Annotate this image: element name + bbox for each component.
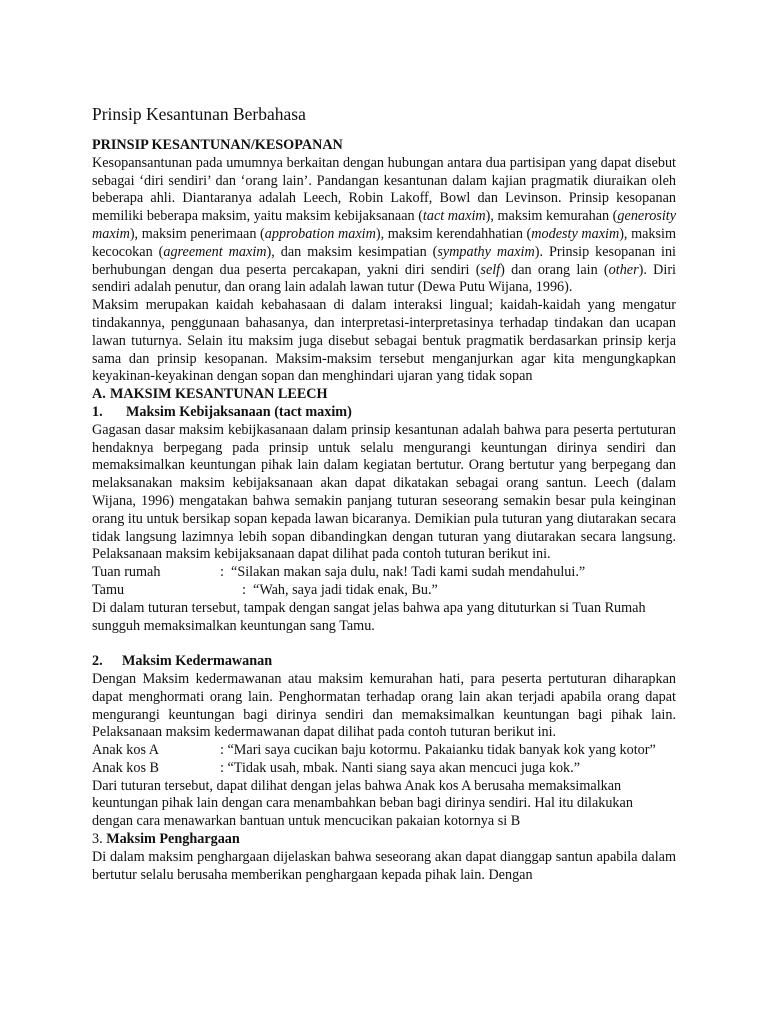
generosity-conclusion: Dari tuturan tersebut, dapat dilihat dengan jelas bahwa Anak kos A berusaha memaksimalkan keuntungan pihak lain dengan cara menambahkan beban bagi dirinya sendiri. Hal itu dilakukan dengan cara menawarkan bantuan untuk mencucikan pakaian kotornya si B bbox=[92, 777, 633, 830]
text-run: Kesopansantunan pada umumnya berkaitan dengan hubungan antara dua partisipan yang dapat disebut sebagai ‘diri sendiri’ dan ‘orang lain’. Pandangan kesantunan dalam kajian pragmatik diuraikan oleh beberapa ahli. Diantaranya adalah Leech, Robin Lakoff, Bowl dan Levinson. Prinsip kesopanan memiliki beberapa maksim, yaitu maksim kebijaksanaan ( bbox=[92, 154, 676, 225]
approbation-number: 3. bbox=[92, 831, 103, 848]
dialogue-separator: : bbox=[220, 564, 232, 581]
section-heading: PRINSIP KESANTUNAN/KESOPANAN bbox=[92, 137, 343, 153]
dialogue-speaker: Tuan rumah bbox=[92, 564, 161, 581]
text-run: ) dan orang lain ( bbox=[500, 261, 609, 278]
dialogue-separator: : bbox=[242, 581, 254, 598]
dialogue-utterance: “Wah, saya jadi tidak enak, Bu.” bbox=[253, 581, 438, 598]
italic-term: approbation maxim bbox=[264, 225, 376, 242]
approbation-heading bbox=[92, 831, 676, 849]
italic-term: other bbox=[608, 261, 639, 278]
text-run: ). Diri sendiri adalah penutur, dan orang lain adalah lawan tutur (Dewa Putu Wijana, 1996). bbox=[92, 261, 676, 296]
dialogue-line bbox=[92, 582, 676, 600]
dialogue-utterance: “Mari saya cucikan baju kotormu. Pakaianku tidak banyak kok yang kotor” bbox=[227, 742, 656, 759]
text-run: ), maksim kemurahan ( bbox=[485, 208, 618, 225]
dialogue-speaker: Anak kos A bbox=[92, 742, 159, 759]
leech-heading-text: MAKSIM KESANTUNAN LEECH bbox=[110, 386, 328, 403]
generosity-heading bbox=[92, 653, 676, 671]
text-run: ), maksim penerimaan ( bbox=[129, 225, 265, 242]
approbation-heading-text: Maksim Penghargaan bbox=[106, 831, 240, 848]
text-run: ), maksim kerendahhatian ( bbox=[375, 225, 532, 242]
approbation-paragraph: Di dalam maksim penghargaan dijelaskan bahwa seseorang akan dapat dianggap santun apabila dalam bertutur selalu berusaha memberikan penghargaan kepada pihak lain. Dengan bbox=[92, 848, 676, 883]
italic-term: tact maxim bbox=[422, 208, 486, 225]
leech-number: A. bbox=[92, 386, 106, 403]
text-run: ), maksim kecocokan ( bbox=[92, 225, 677, 260]
italic-term: modesty maxim bbox=[531, 225, 620, 242]
italic-term: generosity maxim bbox=[92, 208, 676, 242]
italic-term: self bbox=[480, 261, 501, 278]
leech-heading bbox=[92, 386, 676, 404]
tact-number: 1. bbox=[92, 403, 103, 420]
generosity-heading-text: Maksim Kedermawanan bbox=[122, 653, 273, 670]
dialogue-line bbox=[92, 564, 676, 582]
document-body bbox=[92, 137, 676, 884]
document-title: Prinsip Kesantunan Berbahasa bbox=[92, 104, 306, 124]
tact-heading-text: Maksim Kebijaksanaan (tact maxim) bbox=[126, 403, 352, 420]
dialogue-separator: : bbox=[220, 759, 228, 776]
dialogue-utterance: “Silakan makan saja dulu, nak! Tadi kami sudah mendahului.” bbox=[231, 564, 586, 581]
dialogue-utterance: “Tidak usah, mbak. Nanti siang saya akan mencuci juga kok.” bbox=[227, 759, 580, 776]
dialogue-separator: : bbox=[220, 742, 228, 759]
generosity-paragraph: Dengan Maksim kedermawanan atau maksim kemurahan hati, para peserta pertuturan diharapkan dapat menghormati orang lain. Penghormatan terhadap orang lain akan terjadi apabila orang dapat mengurangi keuntungan bagi dirinya sendiri dan memaksimalkan keuntungan bagi pihak lain. Pelaksanaan maksim kedermawanan dapat dilihat pada contoh tuturan berikut ini. bbox=[92, 670, 676, 741]
generosity-number: 2. bbox=[92, 653, 103, 670]
tact-heading bbox=[92, 404, 676, 422]
text-run: ). Prinsip kesopanan ini berhubungan dengan dua peserta percakapan, yakni diri sendiri ( bbox=[92, 243, 676, 278]
maxim-paragraph: Maksim merupakan kaidah kebahasaan di dalam interaksi lingual; kaidah-kaidah yang mengatur tindakannya, penggunaan bahasanya, dan interpretasi-interpretasinya terhadap tindakan dan ucapan lawan tuturnya. Selain itu maksim juga disebut sebagai bentuk pragmatik berdasarkan prinsip kerja sama dan prinsip kesopanan. Maksim-maksim tersebut menganjurkan agar kita mengungkapkan keyakinan-keyakinan dengan sopan dan menghindari ujaran yang tidak sopan bbox=[92, 297, 676, 385]
intro-paragraph bbox=[92, 155, 676, 297]
italic-term: sympathy maxim bbox=[437, 243, 535, 260]
italic-term: agreement maxim bbox=[163, 243, 267, 260]
dialogue-line bbox=[92, 742, 676, 760]
dialogue-speaker: Anak kos B bbox=[92, 759, 159, 776]
tact-paragraph: Gagasan dasar maksim kebijkasanaan dalam prinsip kesantunan adalah bahwa para peserta pertuturan hendaknya berpegang pada prinsip untuk selalu mengurangi keuntungan dirinya sendiri dan memaksimalkan keuntungan pihak lain dalam kegiatan bertutur. Orang bertutur yang berpegang dan melaksanakan maksim kebijaksanaan akan dapat dikatakan sebagai orang santun. Leech (dalam Wijana, 1996) mengatakan bahwa semakin panjang tuturan seseorang semakin besar pula keinginan orang itu untuk bersikap sopan kepada lawan bicaranya. Demikian pula tuturan yang diutarakan secara tidak langsung lazimnya lebih sopan dibandingkan dengan tuturan yang diutarakan secara langsung. Pelaksanaan maksim kebijaksanaan dapat dilihat pada contoh tuturan berikut ini. bbox=[92, 421, 676, 563]
text-run: ), dan maksim kesimpatian ( bbox=[266, 243, 438, 260]
dialogue-line bbox=[92, 760, 676, 778]
tact-conclusion: Di dalam tuturan tersebut, tampak dengan sangat jelas bahwa apa yang dituturkan si Tuan Rumah sungguh memaksimalkan keuntungan sang Tamu. bbox=[92, 599, 646, 634]
dialogue-speaker: Tamu bbox=[92, 581, 125, 598]
blank-line bbox=[92, 635, 676, 653]
